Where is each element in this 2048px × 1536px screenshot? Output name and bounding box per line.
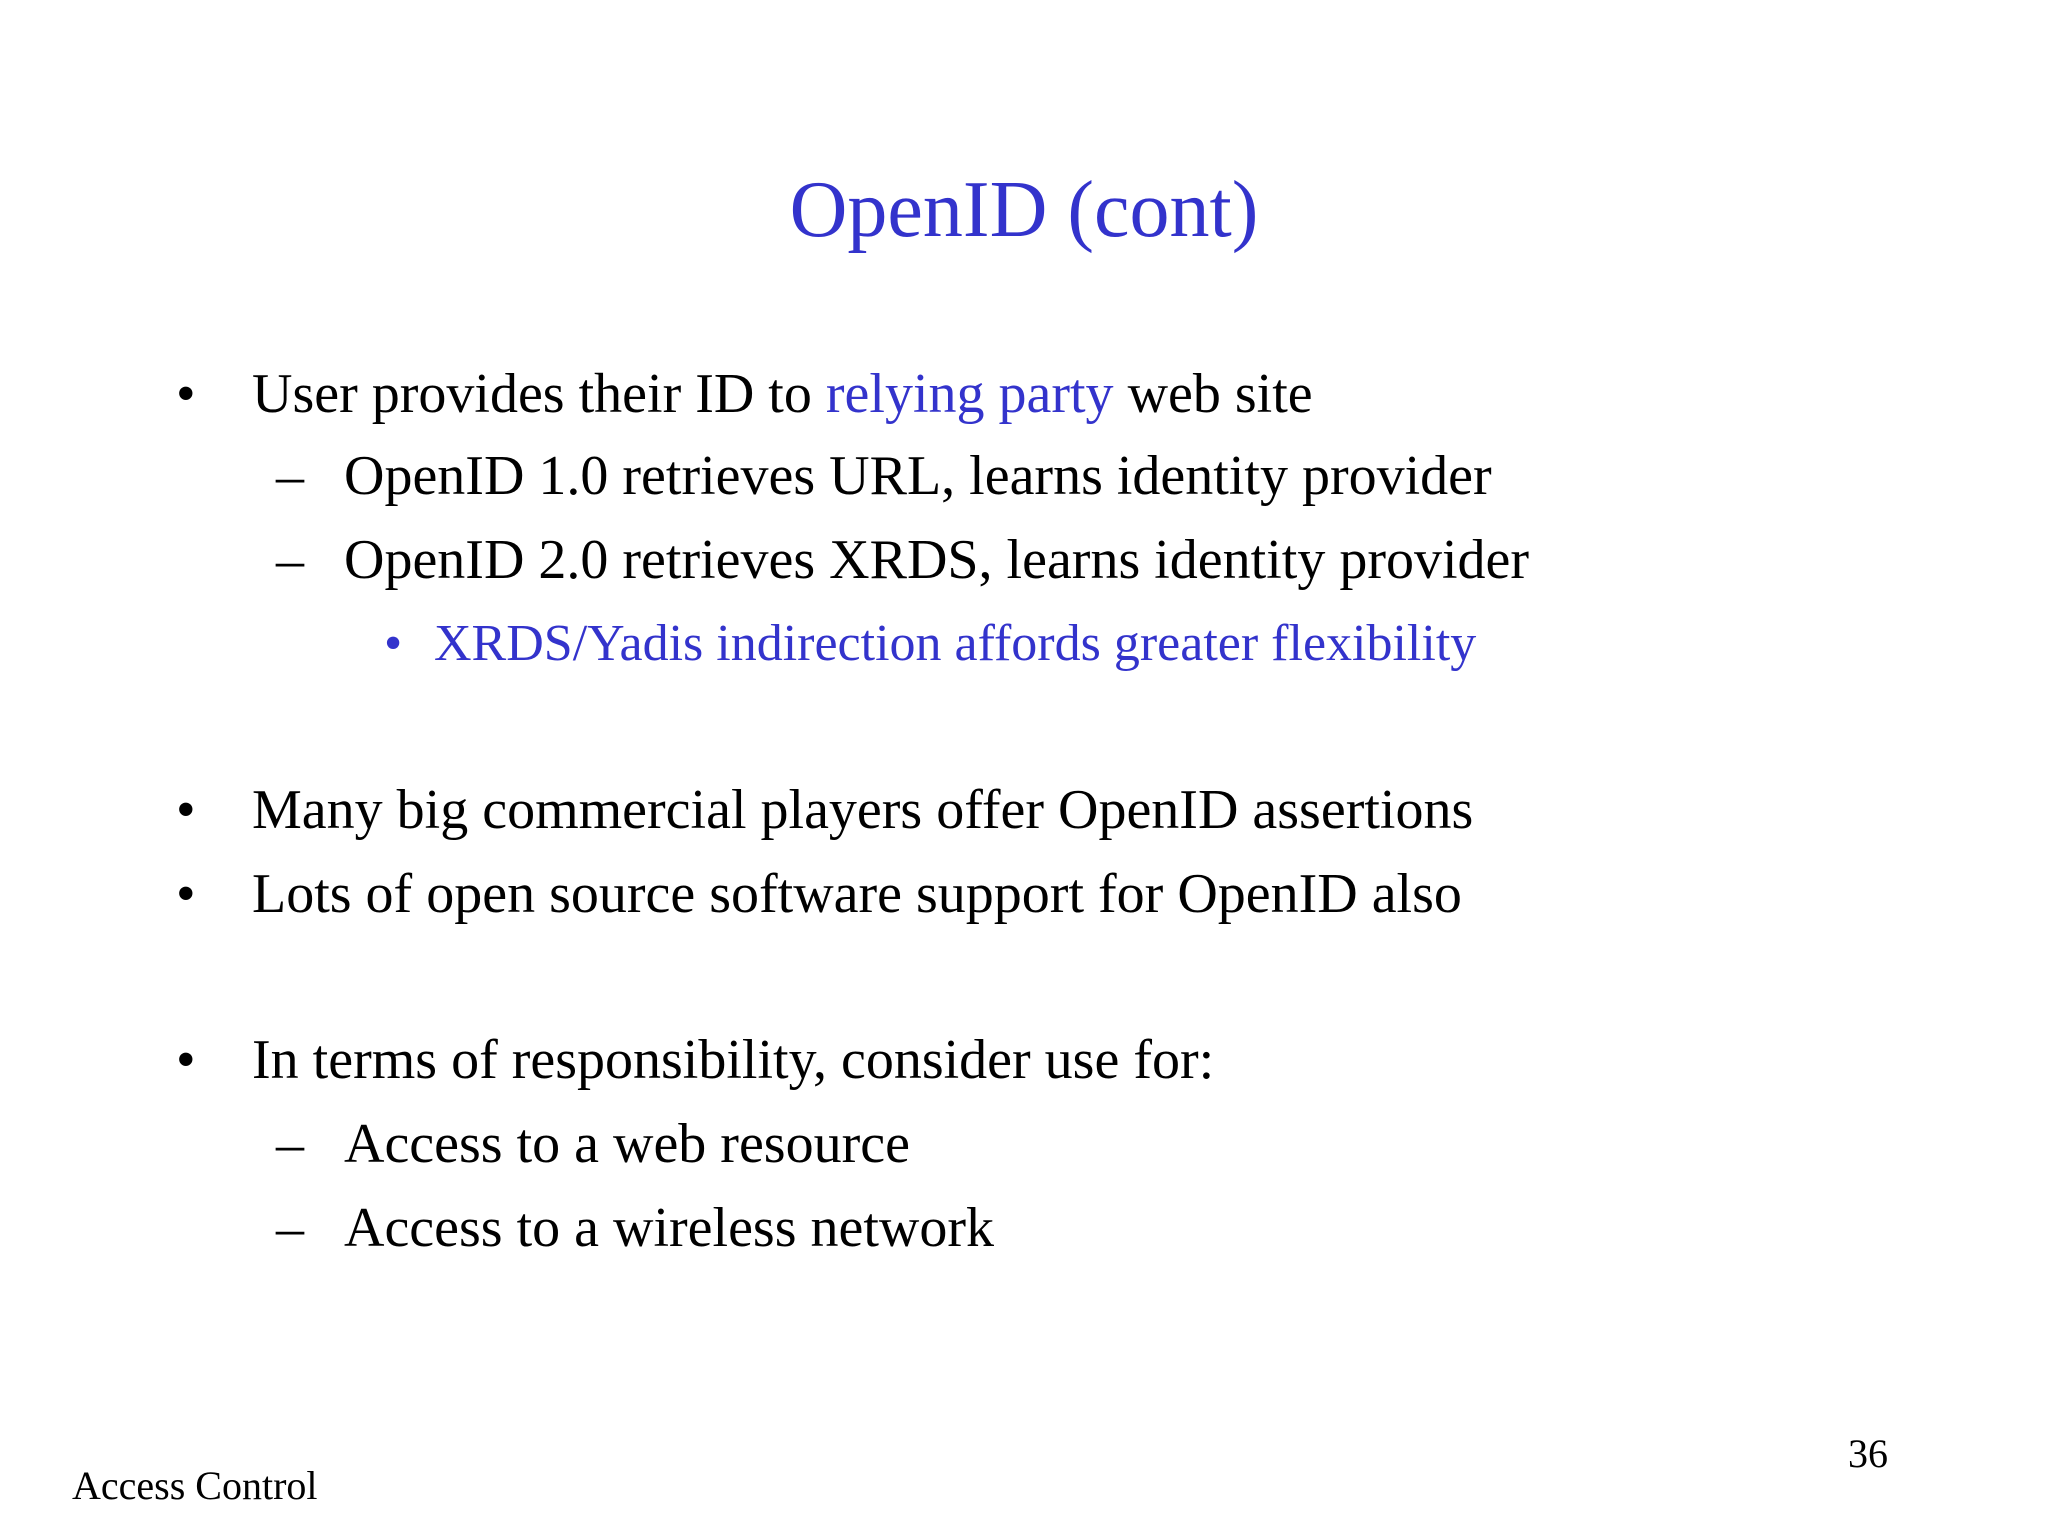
bullet-marker: • [384, 615, 403, 672]
page-title: OpenID (cont) [789, 166, 1259, 254]
footer-label: Access Control [72, 1463, 318, 1508]
sub-sub-item-text: XRDS/Yadis indirection affords greater flexibility [434, 615, 1477, 672]
bullet-text: In terms of responsibility, consider use for: [252, 1029, 1215, 1091]
dash-marker: – [276, 529, 304, 591]
bullet-marker: • [176, 779, 196, 841]
sub-item-text: OpenID 2.0 retrieves XRDS, learns identity provider [344, 529, 1530, 591]
dash-marker: – [276, 445, 304, 507]
dash-marker: – [276, 1113, 304, 1175]
bullet-marker: • [176, 863, 196, 925]
page-number: 36 [1848, 1431, 1888, 1476]
bullet-marker: • [176, 1029, 196, 1091]
sub-item-text: OpenID 1.0 retrieves URL, learns identity provider [344, 445, 1492, 507]
sub-item-text: Access to a wireless network [344, 1197, 995, 1259]
bullet-text: Lots of open source software support for OpenID also [252, 863, 1462, 925]
dash-marker: – [276, 1197, 304, 1259]
sub-item-text: Access to a web resource [344, 1113, 910, 1175]
bullet-text: Many big commercial players offer OpenID assertions [252, 779, 1474, 841]
bullet-text: User provides their ID to relying party web site [252, 363, 1313, 425]
bullet-marker: • [176, 363, 196, 425]
relying-party-term: relying party [825, 363, 1114, 425]
